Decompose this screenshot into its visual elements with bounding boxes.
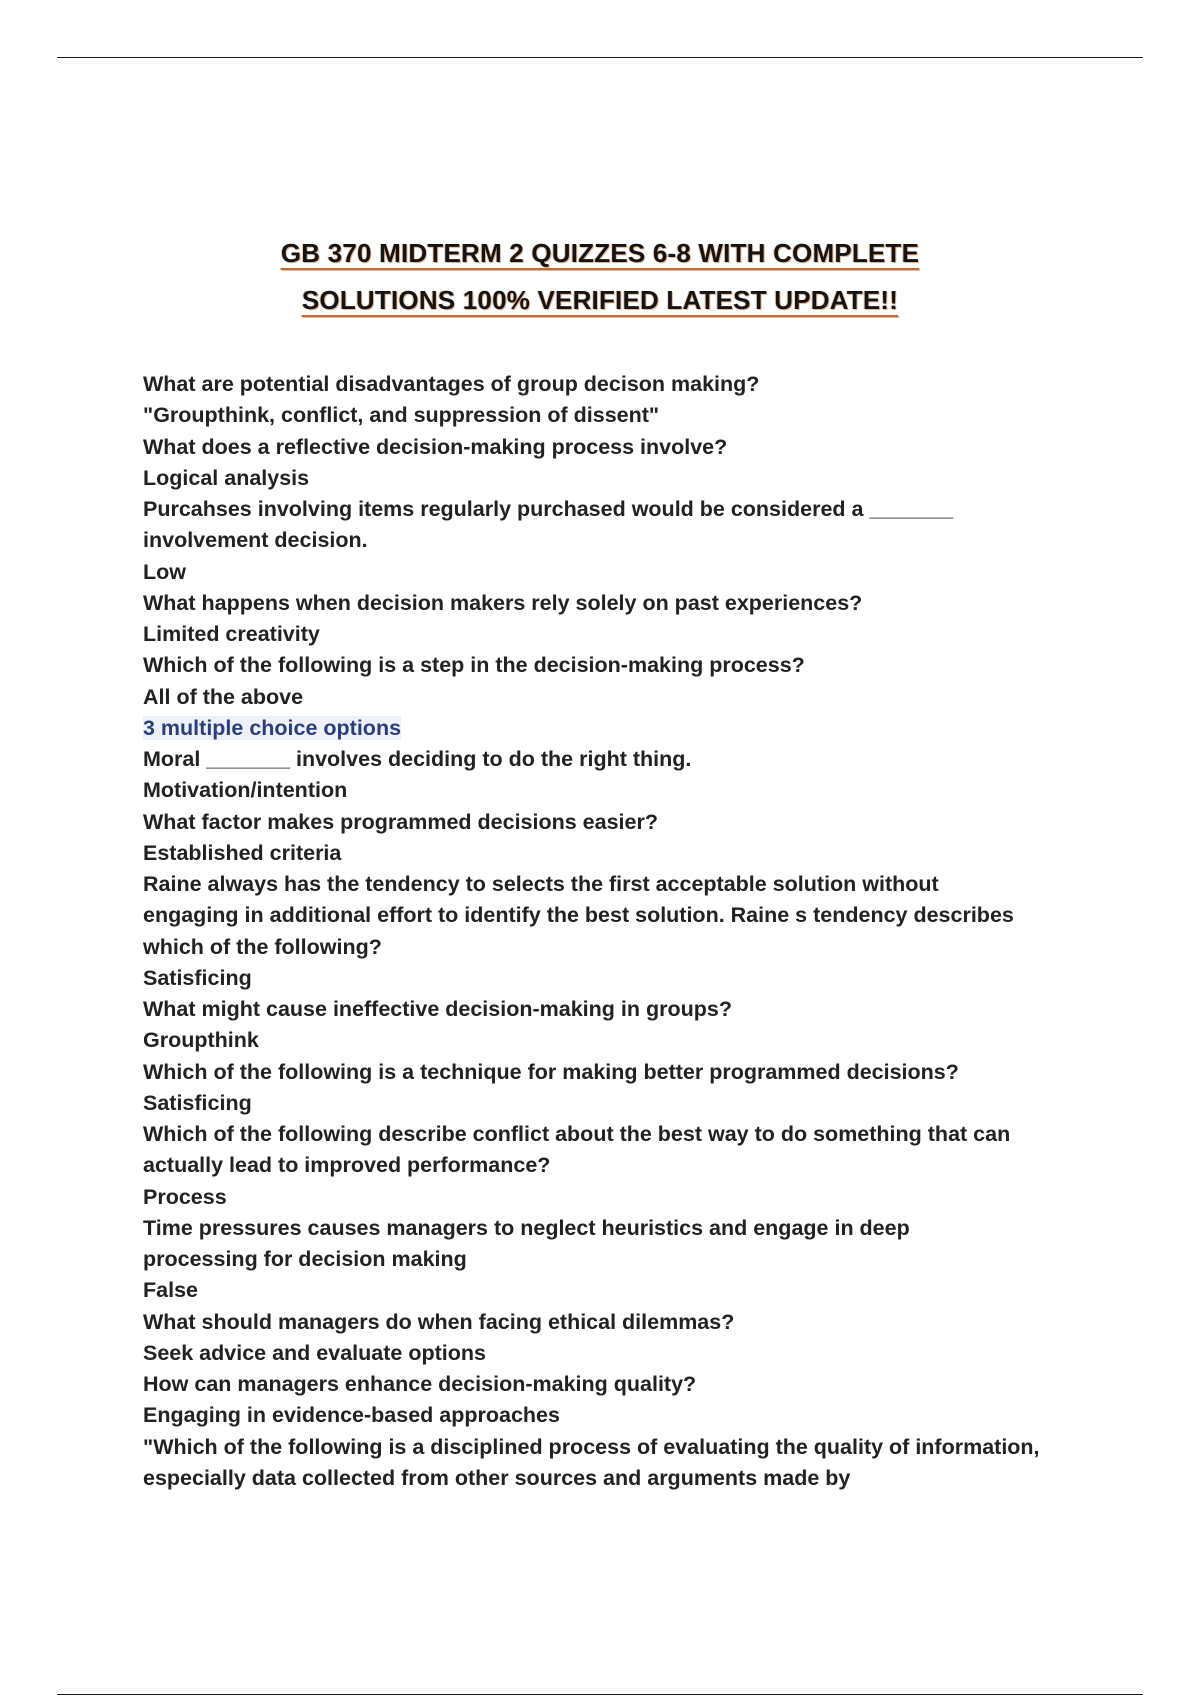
question-line: How can managers enhance decision-making quality? [143,1372,697,1396]
question-line: Which of the following describe conflict about the best way to do something that can actually lead to improved performance? [143,1122,1011,1178]
question-line: Purcahses involving items regularly purchased would be considered a _______ involvement decision. [143,497,954,553]
question-line: Which of the following is a step in the decision-making process? [143,653,805,678]
answer-line: Limited creativity [143,622,320,646]
document-title [100,230,1100,324]
title-line-1: GB 370 MIDTERM 2 QUIZZES 6-8 WITH COMPLETE [280,238,920,269]
question-answer-list [143,369,1093,1494]
answer-line: Low [143,559,186,584]
answer-line: Established criteria [143,840,342,865]
question-line: What might cause ineffective decision-making in groups? [143,997,732,1021]
question-line: Moral _______ involves deciding to do the right thing. [143,747,692,771]
question-line: What are potential disadvantages of group decison making? [143,372,760,396]
question-line: What should managers do when facing ethical dilemmas? [143,1309,735,1334]
page-bottom-rule [57,1694,1143,1695]
highlighted-note: 3 multiple choice options [143,715,402,740]
answer-line: Satisficing [143,1090,252,1115]
question-line: Which of the following is a technique for making better programmed decisions? [143,1059,959,1084]
question-line: What factor makes programmed decisions easier? [143,809,658,834]
question-line: "Which of the following is a disciplined process of evaluating the quality of information, especially data collected from other sources and arguments made by [143,1434,1040,1490]
answer-line: Motivation/intention [143,778,348,803]
answer-line: Satisficing [143,965,252,990]
question-line: What does a reflective decision-making process involve? [143,434,728,459]
answer-line: Logical analysis [143,465,310,490]
answer-line: "Groupthink, conflict, and suppression of dissent" [143,403,660,428]
question-line: Time pressures causes managers to neglect heuristics and engage in deep processing for decision making [143,1215,910,1271]
answer-line: Engaging in evidence-based approaches [143,1403,560,1428]
answer-line: Groupthink [143,1028,259,1053]
answer-line: Seek advice and evaluate options [143,1340,486,1365]
answer-line: All of the above [143,684,304,709]
answer-line: Process [143,1184,227,1209]
question-line: Raine always has the tendency to selects the first acceptable solution without engaging in additional effort to identify the best solution. Raine s tendency describes which of the following? [143,872,1014,959]
question-line: What happens when decision makers rely solely on past experiences? [143,590,863,615]
answer-note-line [143,713,1093,744]
answer-line: False [143,1278,198,1303]
page-top-rule [57,57,1143,58]
title-line-2: SOLUTIONS 100% VERIFIED LATEST UPDATE!! [301,285,899,316]
